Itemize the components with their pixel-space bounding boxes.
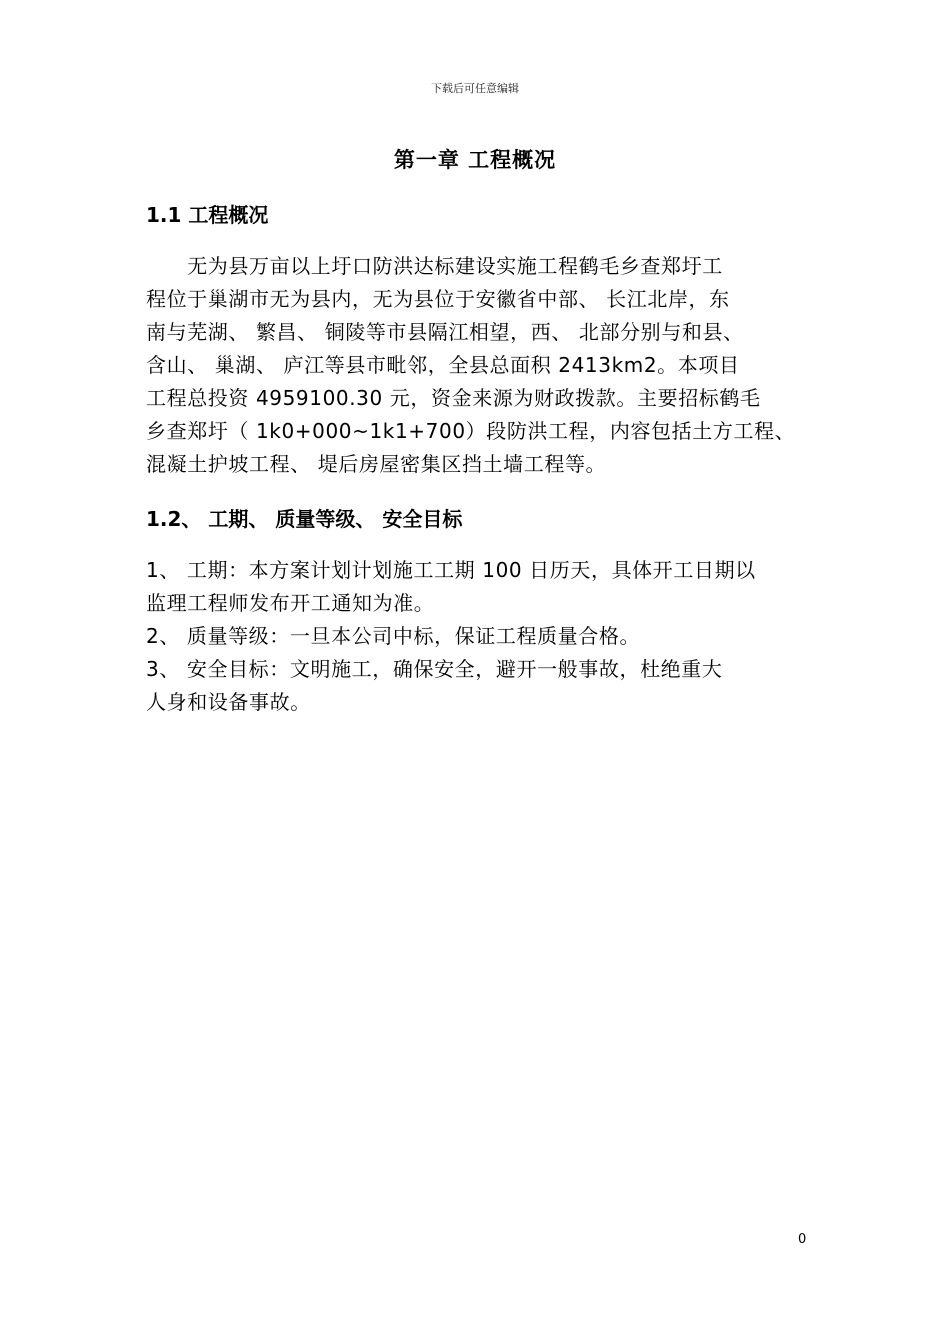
- paragraph-line: 南与芜湖、 繁昌、 铜陵等市县隔江相望，西、 北部分别与和县、: [146, 320, 744, 344]
- section-heading-1-1: 1.1 工程概况: [146, 203, 269, 227]
- paragraph-line: 乡查郑圩（ 1k0+000~1k1+700）段防洪工程，内容包括土方工程、: [146, 419, 796, 443]
- header-note: 下载后可任意编辑: [431, 82, 519, 95]
- list-item-line: 监理工程师发布开工通知为准。: [146, 591, 435, 615]
- page-number: 0: [798, 1232, 807, 1247]
- paragraph-line: 程位于巢湖市无为县内，无为县位于安徽省中部、 长江北岸，东: [146, 287, 730, 311]
- chapter-title: 第一章 工程概况: [393, 148, 557, 172]
- paragraph-line: 无为县万亩以上圩口防洪达标建设实施工程鹤毛乡查郑圩工: [146, 254, 723, 278]
- list-item-line: 人身和设备事故。: [146, 690, 311, 714]
- list-item-line: 2、 质量等级：一旦本公司中标，保证工程质量合格。: [146, 624, 641, 648]
- list-item-line: 1、 工期：本方案计划计划施工工期 100 日历天，具体开工日期以: [146, 558, 756, 582]
- paragraph-line: 混凝土护坡工程、 堤后房屋密集区挡土墙工程等。: [146, 452, 607, 476]
- section-heading-1-2: 1.2、 工期、 质量等级、 安全目标: [146, 507, 463, 531]
- paragraph-line: 含山、 巢湖、 庐江等县市毗邻，全县总面积 2413km2。本项目: [146, 353, 740, 377]
- list-item-line: 3、 安全目标：文明施工，确保安全，避开一般事故，杜绝重大: [146, 657, 723, 681]
- paragraph-line: 工程总投资 4959100.30 元，资金来源为财政拨款。主要招标鹤毛: [146, 386, 761, 410]
